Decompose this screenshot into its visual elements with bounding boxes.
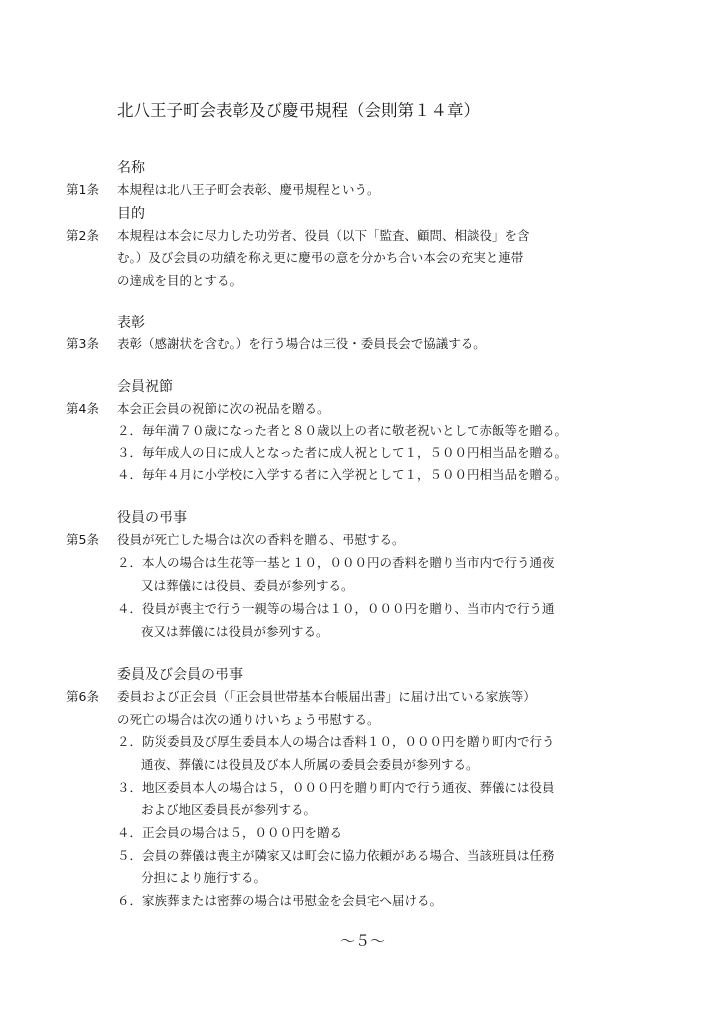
article-6-item-2-cont: 通夜、葬儀には役員及び本人所属の委員会委員が参列する。: [141, 757, 479, 772]
article-2-line-2: む。）及び会員の功績を称え更に慶弔の意を分かち合い本会の充実と連帯: [117, 250, 524, 265]
article-6-item-6: ６．家族葬または密葬の場合は弔慰金を会員宅へ届ける。: [117, 893, 443, 908]
article-5-item-2-cont: 又は葬儀には役員、委員が参列する。: [141, 578, 354, 593]
article-6-item-4: ４．正会員の場合は５，０００円を贈る: [117, 825, 343, 840]
article-1-line-1: 本規程は北八王子町会表彰、慶弔規程という。: [117, 182, 380, 197]
article-4-line-1: 本会正会員の祝節に次の祝品を贈る。: [117, 401, 330, 416]
article-4-item-2: ２．毎年満７０歳になった者と８０歳以上の者に敬老祝いとして赤飯等を贈る。: [117, 423, 568, 438]
article-2-line-3: の達成を目的とする。: [117, 273, 243, 288]
page-title: 北八王子町会表彰及び慶弔規程（会則第１４章）: [117, 101, 480, 120]
article-6-label: 第6条: [66, 689, 99, 704]
article-5-line-1: 役員が死亡した場合は次の香料を贈る、弔慰する。: [117, 532, 405, 547]
article-4-item-4: ４．毎年４月に小学校に入学する者に入学祝として１，５００円相当品を贈る。: [117, 467, 568, 482]
article-2-label: 第2条: [66, 228, 99, 243]
article-6-item-5: ５．会員の葬儀は喪主が隣家又は町会に協力依頼がある場合、当該班員は任務: [117, 848, 555, 863]
article-6-item-5-cont: 分担により施行する。: [141, 870, 267, 885]
heading-member-condolence: 委員及び会員の弔事: [117, 667, 243, 683]
heading-officer-condolence: 役員の弔事: [117, 510, 187, 526]
article-6-item-2: ２．防災委員及び厚生委員本人の場合は香料１０，０００円を贈り町内で行う: [117, 734, 555, 749]
article-3-label: 第3条: [66, 336, 99, 351]
page-number: ～５～: [339, 932, 385, 950]
article-6-line-1: 委員および正会員（「正会員世帯基本台帳届出書」に届け出ている家族等）: [117, 689, 536, 704]
article-3-line-1: 表彰（感謝状を含む。）を行う場合は三役・委員長会で協議する。: [117, 336, 486, 351]
article-5-item-4-cont: 夜又は葬儀には役員が参列する。: [141, 624, 329, 639]
article-6-line-2: の死亡の場合は次の通りけいちょう弔慰する。: [117, 712, 380, 727]
article-1-label: 第1条: [66, 182, 99, 197]
article-6-item-3-cont: および地区委員長が参列する。: [141, 802, 317, 817]
article-2-line-1: 本規程は本会に尽力した功労者、役員（以下「監査、顧問、相談役」を含: [117, 228, 530, 243]
article-6-item-3: ３．地区委員本人の場合は５，０００円を贈り町内で行う通夜、葬儀には役員: [117, 780, 555, 795]
article-5-item-4: ４．役員が喪主で行う一親等の場合は１０，０００円を贈り、当市内で行う通: [117, 601, 555, 616]
heading-purpose: 目的: [117, 206, 145, 222]
article-5-label: 第5条: [66, 532, 99, 547]
article-4-label: 第4条: [66, 401, 99, 416]
article-5-item-2: ２．本人の場合は生花等一基と１０，０００円の香料を贈り当市内で行う通夜: [117, 555, 555, 570]
heading-celebration: 会員祝節: [117, 379, 173, 395]
heading-award: 表彰: [117, 315, 145, 331]
article-4-item-3: ３．毎年成人の日に成人となった者に成人祝として１，５００円相当品を贈る。: [117, 445, 568, 460]
heading-name: 名称: [117, 160, 145, 176]
